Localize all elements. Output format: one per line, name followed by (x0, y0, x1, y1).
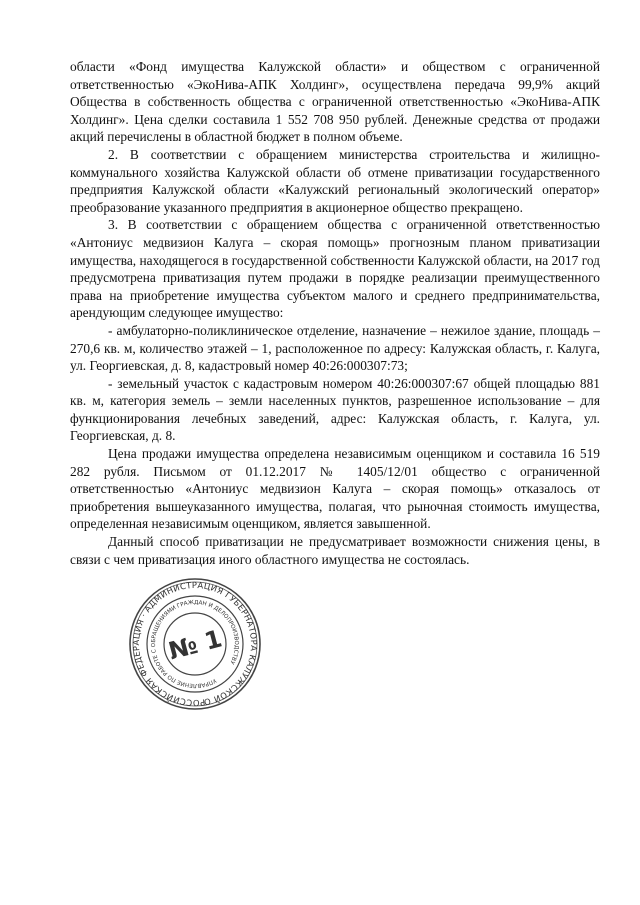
paragraph-building-bullet: - амбулаторно-поликлиническое отделение, назначение – нежилое здание, площадь – 270,6 кв. м, количество этажей – 1, расположенное по адресу: Калужская область, г. Калуга, ул. Георгиевская, д. 8, кадастровый номер 40:26:000307:73; (70, 322, 600, 374)
paragraph-continuation: области «Фонд имущества Калужской области» и обществом с ограниченной ответственностью «ЭкоНива-АПК Холдинг», осуществлена передача 99,9% акций Общества в собственность общества с ограниченной ответственностью «ЭкоНива-АПК Холдинг». Цена сделки составила 1 552 708 950 рублей. Денежные средства от продажи акций перечислены в областной бюджет в полном объеме. (70, 59, 600, 145)
seal-inner-text: УПРАВЛЕНИЕ ПО РАБОТЕ С ОБРАЩЕНИЯМИ ГРАЖДАН И ДЕЛОПРОИЗВОДСТВУ (150, 599, 240, 689)
seal-graphic (128, 577, 262, 711)
paragraph-item-3: 3. В соответствии с обращением общества с ограниченной ответственностью «Антониус медвизион Калуга – скорая помощь» прогнозным планом приватизации имущества, находящегося в государственной собственности Калужской области, на 2017 год предусмотрена приватизация путем продажи в порядке реализации преимущественного права на приобретение имущества субъектом малого и среднего предпринимательства, арендующим следующее имущество: (70, 217, 600, 321)
seal-center-number: № 1 (165, 624, 225, 666)
official-seal-stamp (128, 577, 262, 711)
body-text (70, 58, 600, 568)
seal-outer-text: РОССИЙСКАЯ ФЕДЕРАЦИЯ · АДМИНИСТРАЦИЯ ГУБЕРНАТОРА КАЛУЖСКОЙ ОБЛАСТИ (130, 579, 260, 709)
paragraph-land-bullet: - земельный участок с кадастровым номером 40:26:000307:67 общей площадью 881 кв. м, категория земель – земли населенных пунктов, разрешенное использование – для функционирования лечебных заведений, адрес: Калужская область, г. Калуга, ул. Георгиевская, д. 8. (70, 375, 600, 444)
paragraph-item-2: 2. В соответствии с обращением министерства строительства и жилищно-коммунального хозяйства Калужской области об отмене приватизации государственного предприятия Калужской области «Калужский региональный экологический оператор» преобразование указанного предприятия в акционерное общество прекращено. (70, 146, 600, 215)
paragraph-conclusion: Данный способ приватизации не предусматривает возможности снижения цены, в связи с чем приватизация иного областного имущества не состоялась. (70, 534, 600, 567)
paragraph-price: Цена продажи имущества определена независимым оценщиком и составила 16 519 282 рубля. Письмом от 01.12.2017 № 1405/12/01 общество с ограниченной ответственностью «Антониус медвизион Калуга – скорая помощь» отказалось от приобретения вышеуказанного имущества, полагая, что рыночная стоимость имущества, определенная независимым оценщиком, является завышенной. (70, 446, 600, 532)
